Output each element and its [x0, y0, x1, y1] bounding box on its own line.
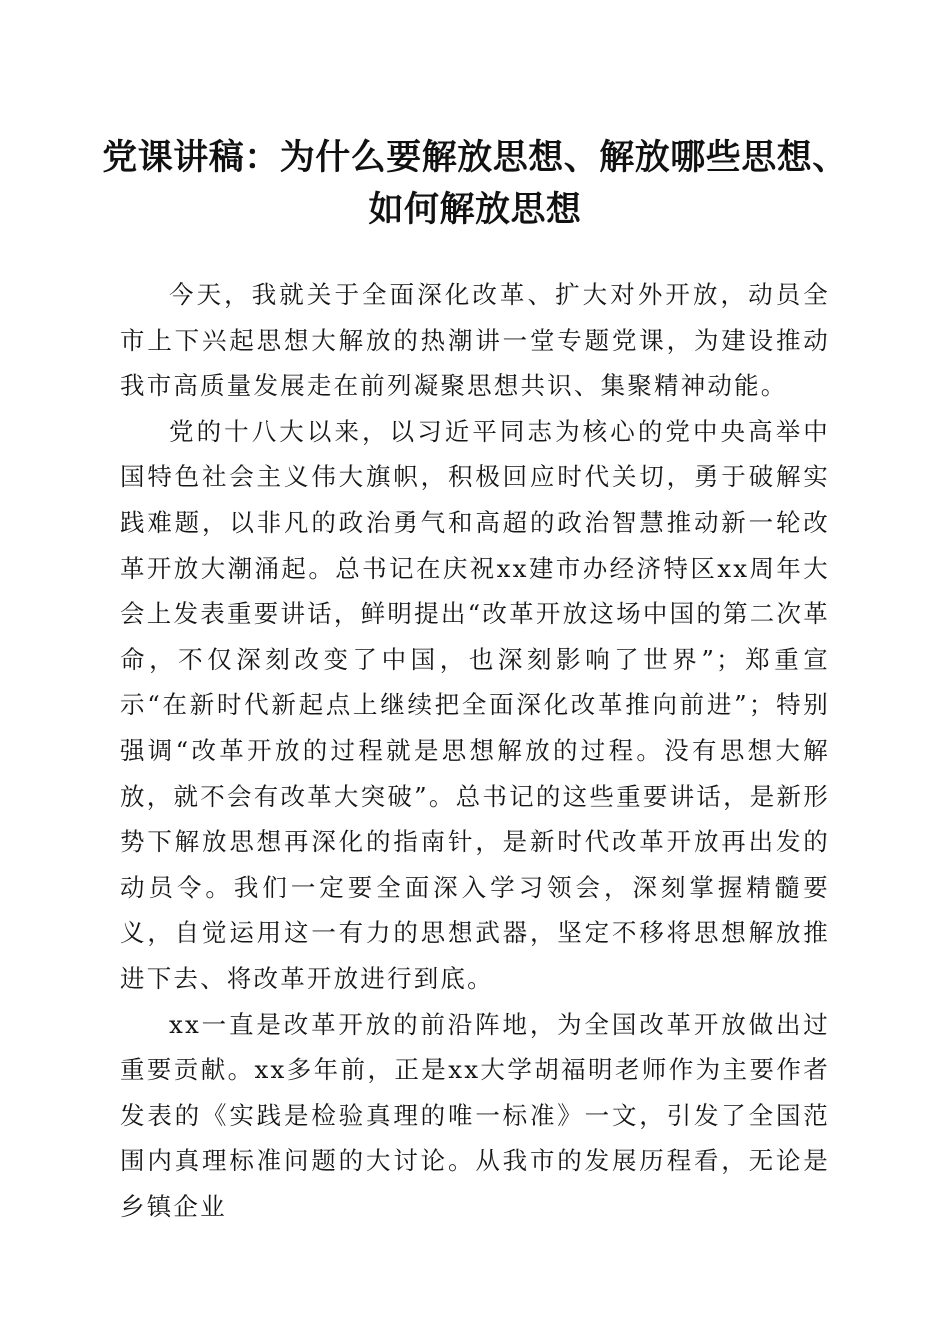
document-body	[120, 272, 830, 1229]
paragraph-3: xx一直是改革开放的前沿阵地，为全国改革开放做出过重要贡献。xx多年前，正是xx大学胡福明老师作为主要作者发表的《实践是检验真理的唯一标准》一文，引发了全国范围内真理标准问题的大讨论。从我市的发展历程看，无论是乡镇企业	[120, 1009, 830, 1221]
title-line-2: 如何解放思想	[368, 189, 582, 230]
paragraph-1: 今天，我就关于全面深化改革、扩大对外开放，动员全市上下兴起思想大解放的热潮讲一堂专题党课，为建设推动我市高质量发展走在前列凝聚思想共识、集聚精神动能。	[120, 280, 830, 401]
document-title	[100, 132, 850, 236]
paragraph-2: 党的十八大以来，以习近平同志为核心的党中央高举中国特色社会主义伟大旗帜，积极回应时代关切，勇于破解实践难题，以非凡的政治勇气和高超的政治智慧推动新一轮改革开放大潮涌起。总书记在庆祝xx建市办经济特区xx周年大会上发表重要讲话，鲜明提出“改革开放这场中国的第二次革命，不仅深刻改变了中国，也深刻影响了世界”；郑重宣示“在新时代新起点上继续把全面深化改革推向前进”；特别强调“改革开放的过程就是思想解放的过程。没有思想大解放，就不会有改革大突破”。总书记的这些重要讲话，是新形势下解放思想再深化的指南针，是新时代改革开放再出发的动员令。我们一定要全面深入学习领会，深刻掌握精髓要义，自觉运用这一有力的思想武器，坚定不移将思想解放推进下去、将改革开放进行到底。	[120, 416, 830, 993]
title-line-1: 党课讲稿：为什么要解放思想、解放哪些思想、	[102, 137, 848, 178]
